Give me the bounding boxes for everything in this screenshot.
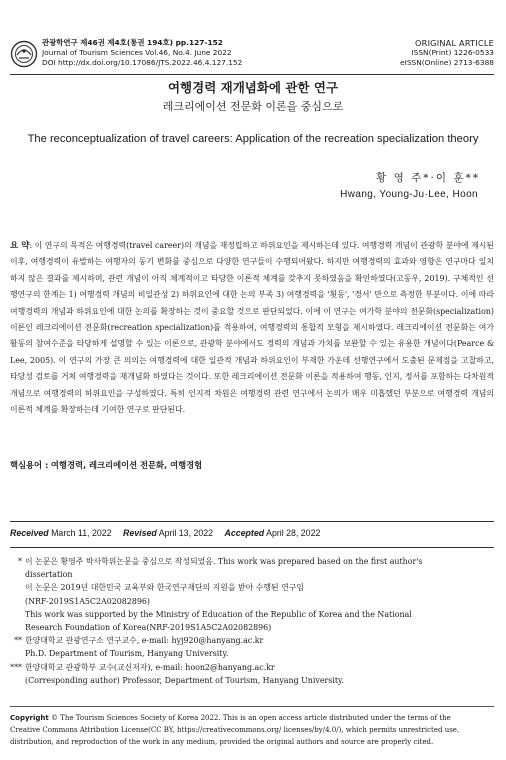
subtitle-korean: 레크리에이션 전문화 이론을 중심으로	[162, 100, 344, 113]
abstract-label: 요 약	[10, 241, 30, 251]
keywords-value: 여행경력, 레크리에이션 전문화, 여행경험	[50, 460, 203, 470]
copyright-line: distribution, and reproduction of the work in any medium, provided the original authors and source are properly cited.	[10, 738, 434, 747]
copyright-line: © The Tourism Sciences Society of Korea 2022. This is an open access article distributed under the terms of the	[50, 714, 451, 722]
journal-logo-icon	[10, 40, 38, 68]
keywords	[10, 459, 202, 471]
issn-block	[400, 38, 494, 68]
journal-name-ko: 관광학연구 제46권 제4호(통권 194호) pp.127-152	[42, 38, 223, 47]
footnote-line: Research Foundation of Korea(NRF-2019S1A5C2A02082896)	[25, 623, 272, 633]
accepted-label: Accepted	[224, 528, 265, 538]
footnote-mark	[8, 621, 26, 634]
footnote-mark: **	[14, 636, 22, 646]
footnote-mark	[8, 568, 26, 581]
dates-bottom-divider	[10, 547, 494, 548]
issn-online: eISSN(Online) 2713-6388	[400, 58, 494, 67]
authors-english: Hwang, Young-Ju·Lee, Hoon	[340, 189, 478, 200]
journal-header	[10, 38, 494, 76]
footnote-mark: *	[18, 557, 22, 566]
received-label: Received	[10, 528, 49, 538]
keywords-label: 핵심용어 :	[10, 460, 49, 470]
footnote-line: (Corresponding author) Professor, Department of Tourism, Hanyang University.	[25, 675, 344, 685]
footnote-email-1[interactable]: 한양대학교 관광연구소 연구교수, e-mail: hyj920@hanyang.ac.kr	[25, 636, 264, 646]
copyright-notice	[10, 712, 494, 749]
footnote-email-2[interactable]: 한양대학교 관광학부 교수(교신저자), e-mail: hoon2@hanyang.ac.kr	[25, 662, 275, 672]
footnote-line: 이 논문은 2019년 대한민국 교육부와 한국연구재단의 지원을 받아 수행된 연구임	[25, 583, 304, 593]
footnote-mark: ***	[10, 662, 22, 672]
footnote-mark	[8, 674, 26, 687]
footnote-line: (NRF-2019S1A5C2A02082896)	[25, 596, 150, 606]
authors-korean: 황 영 주*·이 훈**	[376, 172, 480, 184]
abstract	[10, 238, 494, 418]
title-korean: 여행경력 재개념화에 관한 연구	[167, 80, 339, 95]
journal-citation	[42, 38, 242, 68]
title-english: The reconceptualization of travel careers: Application of the recreation specialization theory	[27, 133, 479, 145]
header-divider	[10, 74, 494, 75]
footnote-line: dissertation	[25, 570, 73, 580]
article-type: ORIGINAL ARTICLE	[415, 38, 494, 48]
article-dates	[10, 528, 320, 538]
footnote-line: Ph.D. Department of Tourism, Hanyang University.	[25, 649, 229, 659]
footnotes	[25, 555, 494, 687]
footnote-marks	[8, 555, 26, 687]
copyright-divider	[10, 706, 494, 707]
journal-name-en: Journal of Tourism Sciences Vol.46, No.4. June 2022	[42, 48, 232, 57]
doi-link[interactable]: DOI http://dx.doi.org/10.17086/JTS.2022.46.4.127.152	[42, 58, 243, 67]
received-date: March 11, 2022	[51, 528, 112, 538]
abstract-text: : 이 연구의 목적은 여행경력(travel career)의 개념을 재정립하고 하위요인을 제시하는데 있다. 여행경력 개념이 관광학 분야에 제시된 이후, 여행경력이 유발하는 여행자의 동기 변화를 중심으로 다양한 연구들이 수행되어왔다. 하지만 여행경력의 효과와 영향은 연구마다 일치하지 않은 결과를 제시하며, 관련 개념이 아직 체계적이고 타당한 이론적 체계를 갖추지 못하였음을 확인하였다(고동우, 2019). 구체적인 선행연구의 한계는 1) 여행경력 개념의 비일관성 2) 하위요인에 대한 논의 부족 3) 여행경력을 '횟동', '경서' 만으로 측정한 부분이다. 이에 따라 여행경력의 개념과 하위요인에 대한 논의를 확장하는 것이 중요할 것으로 판단되었다. 이에 이 연구는 여가학 분야의 전문화(specialization)이론인 레크리에이션 전문화(recreation specialization)를 적용하여, 여행경력의 통합적 모형을 제시하였다. 레크리에이션 전문화는 여가활동의 참여수준을 타당하게 설명할 수 있는 이론으로, 관광학 분야에서도 경력의 개념과 가치를 보완할 수 있는 유용한 개념이다(Pearce & Lee, 2005). 이 연구의 가장 큰 의의는 여행경력에 대한 일관적 개념과 하위요인이 부재한 가운데 선행연구에서 도출된 문제점을 고찰하고, 타당성 검토를 거쳐 여행경력을 재개념화 하였다는 것이다. 또한 레크리에이션 전문화 이론을 적용하여 행동, 인지, 정서를 포함하는 다차원적 개념으로 여행경력의 하위요인을 구성하였다. 특히 인지적 차원은 여행경력 관련 연구에서 논의가 매우 미흡했던 부분으로 여행경력 개념의 이론적 체계를 확장하는데 기여한 연구로 판단된다.	[10, 241, 494, 415]
copyright-label: Copyright	[10, 714, 49, 722]
copyright-line[interactable]: Creative Commons Attribution License(CC BY, https://creativecommons.org/ licenses/by/4.0/), which permits unrestricted use,	[10, 726, 460, 735]
footnote-mark	[8, 581, 26, 594]
issn-print: ISSN(Print) 1226-0533	[411, 48, 494, 57]
footnote-line: This work was supported by the Ministry of Education of the Republic of Korea and the National	[25, 609, 412, 619]
accepted-date: April 28, 2022	[266, 528, 321, 538]
dates-top-divider	[10, 521, 494, 522]
footnote-mark	[8, 608, 26, 621]
revised-label: Revised	[123, 528, 157, 538]
footnote-line: 이 논문은 황영주 박사학위논문을 중심으로 작성되었음. This work was prepared based on the first author's	[25, 557, 423, 566]
footnote-mark	[8, 647, 26, 660]
revised-date: April 13, 2022	[158, 528, 214, 538]
footnote-mark	[8, 595, 26, 608]
